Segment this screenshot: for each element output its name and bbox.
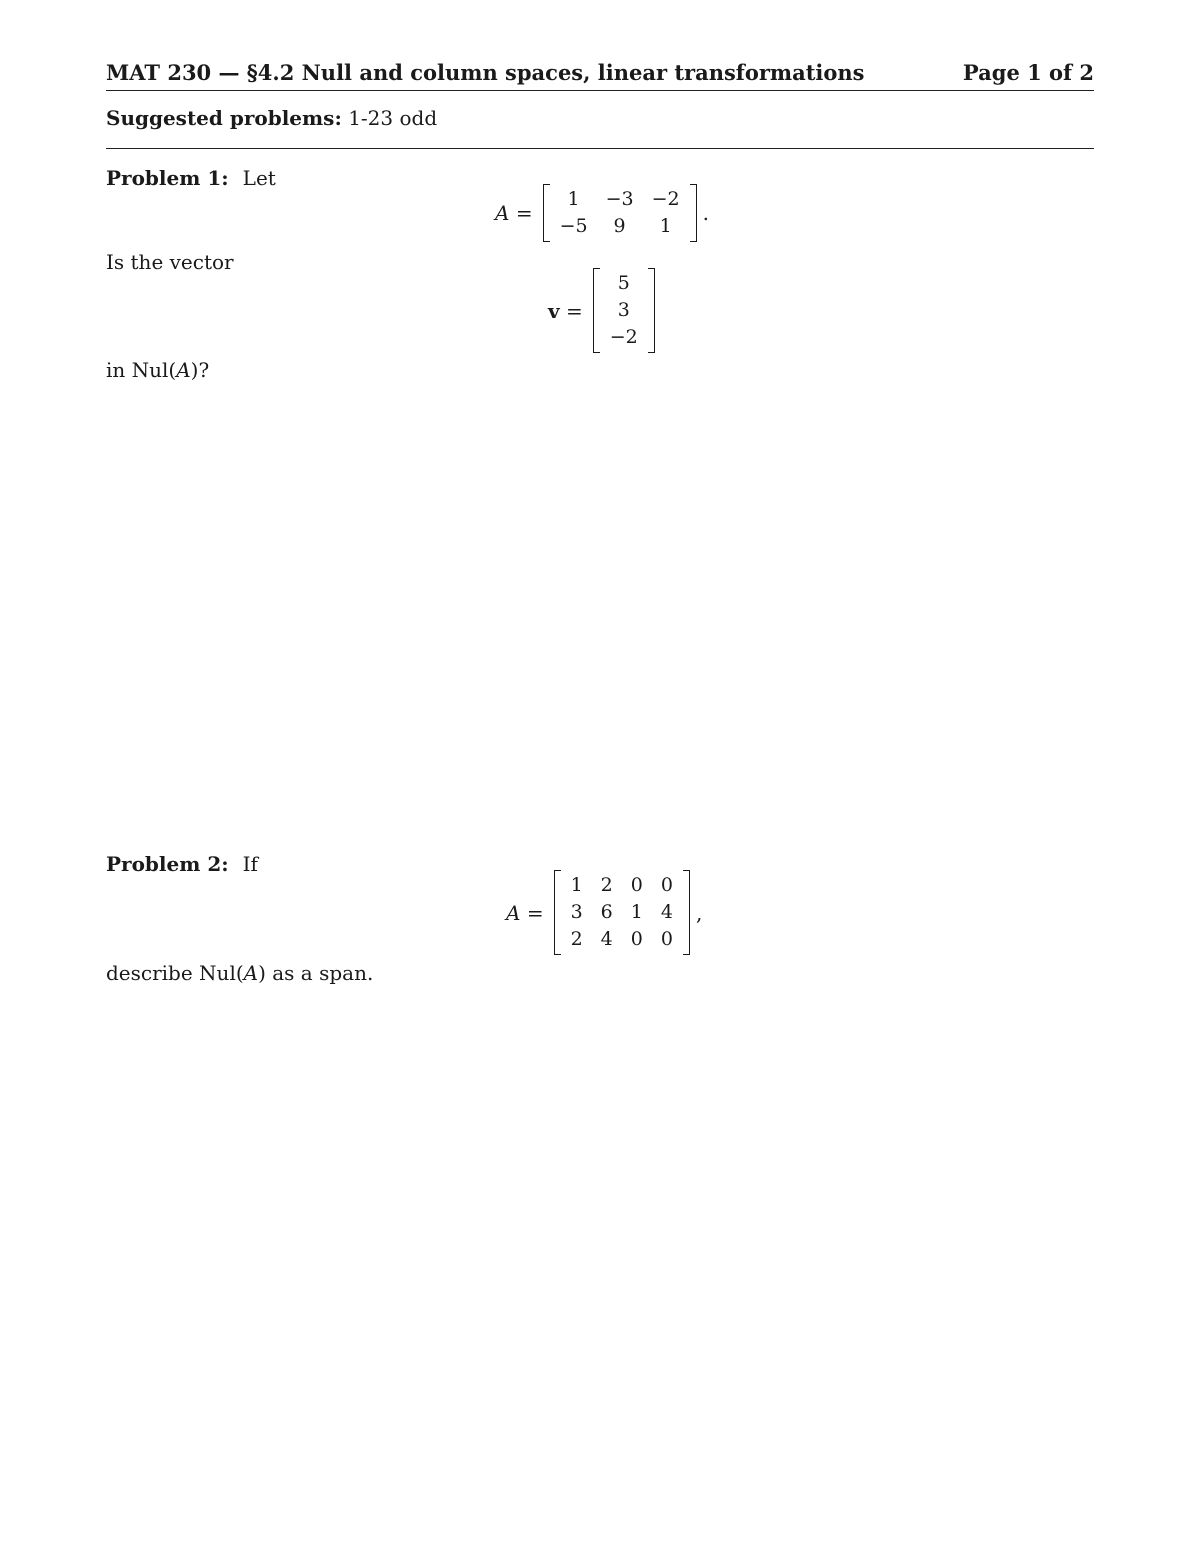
- equals-sign: =: [565, 298, 583, 323]
- problem-1-matrix-equation: [495, 184, 709, 242]
- matrix-cell: 6: [600, 901, 613, 923]
- matrix-cell: 1: [567, 188, 580, 210]
- matrix-cell: 0: [630, 928, 643, 950]
- problem-2-instruction: [106, 961, 373, 985]
- matrix-cell: −3: [605, 188, 634, 210]
- matrix-a-symbol: A: [495, 201, 510, 225]
- matrix-row: [562, 926, 682, 953]
- matrix-row: [562, 899, 682, 926]
- problem-2-heading: [106, 852, 258, 876]
- matrix-cell: 4: [660, 901, 673, 923]
- matrix-a: [543, 184, 697, 242]
- matrix-cell: 3: [570, 901, 583, 923]
- matrix-row: [551, 213, 689, 240]
- vector-row: [601, 270, 647, 297]
- vector-row: [601, 324, 647, 351]
- problem-1-intro: Let: [242, 166, 276, 190]
- matrix-punctuation: ,: [695, 900, 703, 925]
- matrix-row: [562, 872, 682, 899]
- instruction-var: A: [243, 961, 259, 985]
- vector-entry: 3: [617, 299, 630, 321]
- section-divider: [106, 148, 1094, 149]
- instruction-prefix: describe Nul(: [106, 961, 244, 985]
- matrix-cell: 1: [630, 901, 643, 923]
- problem-1-label: Problem 1:: [106, 166, 229, 190]
- suggested-problems-value: 1-23 odd: [348, 106, 438, 130]
- problem-2-intro: If: [242, 852, 258, 876]
- matrix-cell: 1: [659, 215, 672, 237]
- vector-entry: 5: [617, 272, 630, 294]
- matrix-a-symbol: A: [506, 900, 521, 925]
- matrix-row: [551, 186, 689, 213]
- matrix-cell: 0: [660, 928, 673, 950]
- suggested-problems-label: Suggested problems:: [106, 106, 342, 130]
- question-end-var: A: [176, 358, 191, 382]
- vector-entry: −2: [609, 326, 638, 348]
- question-end-prefix: in Nul(: [106, 358, 177, 382]
- matrix-cell: 1: [570, 874, 583, 896]
- problem-1-vector-equation: [548, 268, 657, 353]
- matrix-punctuation: .: [702, 201, 709, 225]
- question-end-suffix: )?: [190, 358, 210, 382]
- page-number: Page 1 of 2: [962, 60, 1094, 85]
- matrix-cell: 4: [600, 928, 613, 950]
- matrix-a: [554, 870, 690, 955]
- vector-row: [601, 297, 647, 324]
- problem-1-heading: [106, 166, 276, 190]
- matrix-cell: −5: [559, 215, 588, 237]
- matrix-cell: 9: [613, 215, 626, 237]
- matrix-cell: −2: [651, 188, 680, 210]
- problem-1-question-end: [106, 358, 209, 382]
- matrix-cell: 2: [570, 928, 583, 950]
- matrix-cell: 2: [600, 874, 613, 896]
- matrix-cell: 0: [630, 874, 643, 896]
- problem-1-question-start: Is the vector: [106, 250, 234, 274]
- header-divider: [106, 90, 1094, 91]
- problem-2-label: Problem 2:: [106, 852, 229, 876]
- matrix-cell: 0: [660, 874, 673, 896]
- page-header-title: MAT 230 — §4.2 Null and column spaces, linear transformations: [106, 60, 865, 85]
- equals-sign: =: [526, 900, 544, 925]
- suggested-problems: [106, 106, 437, 130]
- instruction-suffix: ) as a span.: [258, 961, 374, 985]
- vector-v-symbol: v: [548, 298, 560, 323]
- equals-sign: =: [515, 201, 533, 225]
- vector-v: [593, 268, 655, 353]
- problem-2-matrix-equation: [506, 870, 702, 955]
